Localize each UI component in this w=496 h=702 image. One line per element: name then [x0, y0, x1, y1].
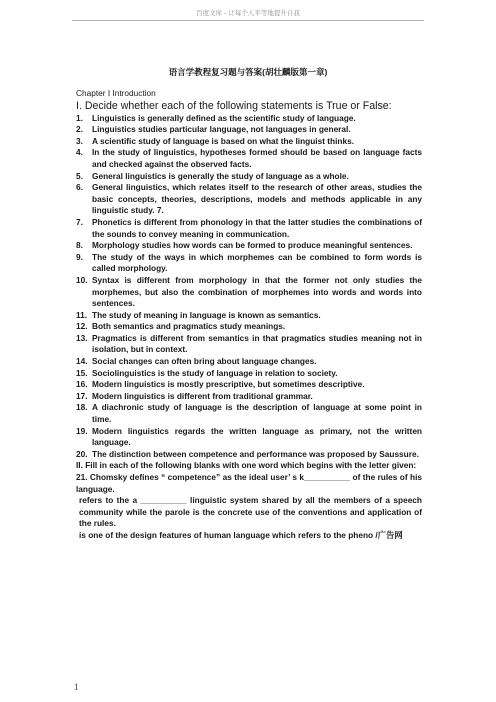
question-text: Social changes can often bring about language changes.	[92, 356, 317, 367]
question-number: 9.	[76, 251, 83, 262]
document-body	[76, 88, 422, 542]
question-item	[76, 449, 422, 461]
question-item	[76, 310, 422, 322]
question-text: Morphology studies how words can be formed to produce meaningful sentences.	[92, 240, 413, 251]
question-text: A scientific study of language is based on what the linguist thinks.	[92, 135, 355, 146]
question-text: The study of meaning in language is known as semantics.	[92, 309, 321, 320]
question-number: 6.	[76, 182, 83, 193]
page-number: 1	[74, 682, 79, 692]
question-text: Phonetics is different from phonology in that the latter studies the combinations of the sounds to convey meaning in communication.	[92, 216, 422, 239]
question-number: 8.	[76, 240, 83, 251]
question-item	[76, 321, 422, 333]
question-item	[76, 368, 422, 380]
question-item	[76, 356, 422, 368]
question-text: Modern linguistics is different from traditional grammar.	[92, 390, 313, 401]
question-list	[76, 113, 422, 461]
question-number: 12.	[76, 321, 88, 332]
question-text: Modern linguistics regards the written language as primary, not the written language.	[92, 425, 422, 448]
question-item	[76, 147, 422, 170]
question-item	[76, 113, 422, 125]
question-number: 16.	[76, 379, 88, 390]
chapter-heading: Chapter I Introduction	[76, 88, 156, 98]
question-text: Sociolinguistics is the study of language in relation to society.	[92, 367, 338, 378]
question-number: 10.	[76, 274, 88, 285]
question-text: General linguistics, which relates itself to the research of other areas, studies the basic concepts, theories, descriptions, models and methods applicable in any linguistic study. 7.	[92, 182, 422, 216]
question-number: 14.	[76, 356, 88, 367]
question-text: Syntax is different from morphology in that the former not only studies the morphemes, but also the combination of morphemes into words and words into sentences.	[92, 274, 422, 309]
section-heading-2: II. Fill in each of the following blanks with one word which begins with the letter given:	[76, 460, 417, 471]
question-text: Pragmatics is different from semantics in that pragmatics studies meaning not in isolation, but in context.	[92, 332, 422, 355]
question-text: In the study of linguistics, hypotheses formed should be based on language facts and checked against the observed facts.	[92, 147, 422, 169]
question-21: 21. Chomsky defines “ competence” as the ideal user’ s k__________ of the rules of his language.	[76, 472, 422, 494]
question-item	[76, 379, 422, 391]
question-item	[76, 136, 422, 148]
question-number: 5.	[76, 170, 83, 181]
question-item	[76, 333, 422, 356]
question-text: Linguistics is generally defined as the scientific study of language.	[92, 112, 356, 123]
question-item	[76, 426, 422, 449]
document-title: 语言学教程复习题与答案(胡壮麟版第一章)	[168, 67, 328, 77]
question-number: 13.	[76, 332, 88, 343]
question-number: 11.	[76, 309, 88, 320]
question-text: Linguistics studies particular language, not languages in general.	[92, 124, 351, 135]
question-text: A diachronic study of language is the description of language at some point in time.	[92, 402, 422, 425]
question-item	[76, 275, 422, 310]
question-item	[76, 217, 422, 240]
question-text: Modern linguistics is mostly prescriptive, but sometimes descriptive.	[92, 379, 365, 390]
page-header: 百度文库 - 让每个人平等地提升自我	[196, 9, 300, 17]
section-heading-1: I. Decide whether each of the following statements is True or False:	[76, 99, 392, 112]
question-number: 18.	[76, 402, 88, 413]
question-22: refers to the a __________ linguistic system shared by all the members of a speech community while the parole is the concrete use of the conventions and application of the rules.	[79, 495, 422, 529]
question-text: The distinction between competence and performance was proposed by Saussure.	[92, 448, 419, 459]
header-divider	[72, 20, 424, 21]
question-number: 7.	[76, 216, 83, 227]
question-number: 3.	[76, 135, 83, 146]
question-number: 2.	[76, 124, 83, 135]
question-number: 20.	[76, 448, 88, 459]
question-number: 1.	[76, 112, 83, 123]
question-number: 4.	[76, 147, 83, 158]
question-item	[76, 391, 422, 403]
question-number: 15.	[76, 367, 88, 378]
question-text: The study of the ways in which morphemes can be combined to form words is called morphology.	[92, 251, 422, 274]
question-text: General linguistics is generally the study of language as a whole.	[92, 170, 349, 181]
question-number: 17.	[76, 390, 88, 401]
question-23: is one of the design features of human language which refers to the pheno /广告网	[79, 529, 403, 540]
question-item	[76, 124, 422, 136]
question-item	[76, 240, 422, 252]
question-item	[76, 182, 422, 217]
question-item	[76, 171, 422, 183]
question-item	[76, 252, 422, 275]
question-item	[76, 402, 422, 425]
question-number: 19.	[76, 425, 88, 436]
question-text: Both semantics and pragmatics study meanings.	[92, 321, 286, 332]
